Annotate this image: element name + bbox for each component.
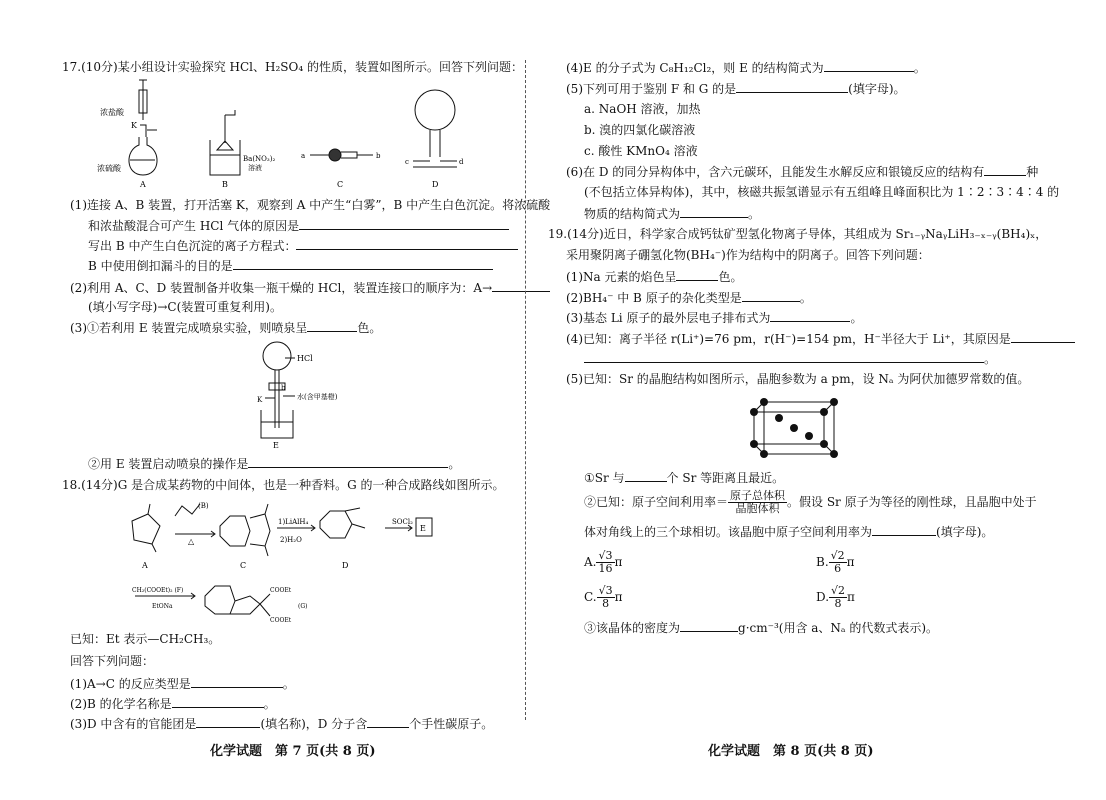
q19-stem: 19.(14分)近日，科学家合成钙钛矿型氢化物离子导体，其组成为 Sr₁₋ᵧNaᵧLiH₃₋ₓ₋ᵧ(BH₄)ₓ， [548, 227, 1048, 241]
svg-text:SOCl₂: SOCl₂ [392, 518, 413, 526]
option-c: C. $\frac{√3}{8}$ π [584, 584, 623, 610]
option-d: D. $\frac{√2}{8}$ π [816, 584, 855, 610]
answer-blank [191, 676, 283, 688]
answer-blank [296, 238, 518, 250]
answer-blank [984, 164, 1026, 176]
label-conc-hcl: 浓盐酸 [100, 108, 124, 117]
svg-text:A: A [140, 180, 146, 189]
svg-text:COOEt: COOEt [270, 617, 292, 624]
svg-text:(B): (B) [198, 502, 209, 510]
fraction-utilization: $\frac{\text{原子总体积}}{\text{晶胞体积}}$ [730, 489, 786, 515]
q17-stem: 17.(10分)某小组设计实验探究 HCl、H₂SO₄ 的性质，装置如图所示。回答下列问题： [62, 60, 523, 74]
svg-text:D: D [432, 180, 439, 189]
answer-blank [1011, 331, 1075, 343]
svg-text:c: c [405, 158, 409, 166]
svg-text:d: d [459, 158, 464, 166]
answer-blank [492, 280, 550, 292]
answer-blank [680, 206, 748, 218]
svg-text:D: D [342, 561, 349, 570]
synthesis-scheme [120, 496, 450, 636]
answer-blank [307, 320, 357, 332]
footer-page-8: 化学试题 第 8 页(共 8 页) [708, 744, 874, 759]
answer-blank [625, 470, 667, 482]
option-b: B. $\frac{√2}{6}$ π [816, 549, 855, 575]
svg-text:水(含甲基橙): 水(含甲基橙) [297, 393, 338, 401]
answer-blank [824, 60, 914, 72]
q17-p1-l1: (1)连接 A、B 装置，打开活塞 K，观察到 A 中产生“白雾”，B 中产生白色沉淀。将浓硫酸 [70, 198, 551, 212]
svg-text:C: C [337, 180, 344, 189]
svg-text:b: b [376, 152, 381, 160]
label-conc-h2so4: 浓硫酸 [97, 164, 121, 173]
svg-text:K: K [257, 396, 263, 404]
svg-text:2)H₂O: 2)H₂O [280, 536, 302, 544]
svg-text:b: b [281, 384, 286, 392]
svg-text:a: a [301, 152, 306, 160]
svg-text:EtONa: EtONa [152, 603, 173, 610]
svg-text:△: △ [188, 537, 195, 546]
svg-text:E: E [273, 441, 279, 450]
svg-text:COOEt: COOEt [270, 587, 292, 594]
svg-text:HCl: HCl [297, 354, 313, 363]
answer-blank [233, 258, 493, 270]
column-divider [525, 60, 526, 720]
fountain-apparatus-e [255, 338, 365, 450]
answer-blank [584, 351, 984, 363]
answer-blank [680, 620, 738, 632]
q18-stem: 18.(14分)G 是合成某药物的中间体，也是一种香料。G 的一种合成路线如图所示。 [62, 478, 505, 492]
answer-blank [172, 696, 264, 708]
apparatus-figure [95, 75, 485, 190]
svg-text:C: C [240, 561, 247, 570]
footer-page-7: 化学试题 第 7 页(共 8 页) [210, 744, 376, 759]
answer-blank [367, 716, 409, 728]
answer-blank [872, 524, 936, 536]
svg-text:E: E [420, 524, 426, 533]
answer-blank [736, 81, 848, 93]
svg-text:溶液: 溶液 [248, 164, 262, 172]
answer-blank [299, 218, 509, 230]
answer-blank [770, 310, 850, 322]
svg-text:(G): (G) [298, 603, 308, 610]
answer-blank [248, 456, 448, 468]
q17-p2-l2: (填小写字母)→C(装置可重复利用)。 [88, 300, 282, 314]
answer-blank [676, 269, 718, 281]
svg-text:A: A [142, 561, 148, 570]
q18-known: 已知：Et 表示—CH₂CH₃。 [70, 632, 221, 646]
unit-cell-figure [746, 388, 856, 460]
svg-text:K: K [131, 121, 137, 130]
option-a: A. $\frac{√3}{16}$ π [584, 549, 623, 575]
svg-text:B: B [222, 180, 228, 189]
svg-text:1)LiAlH₄: 1)LiAlH₄ [278, 518, 309, 526]
svg-text:CH₂(COOEt)₂ (F): CH₂(COOEt)₂ (F) [132, 587, 184, 594]
answer-blank [742, 290, 800, 302]
answer-blank [196, 716, 260, 728]
svg-text:Ba(NO₃)₂: Ba(NO₃)₂ [243, 155, 276, 163]
